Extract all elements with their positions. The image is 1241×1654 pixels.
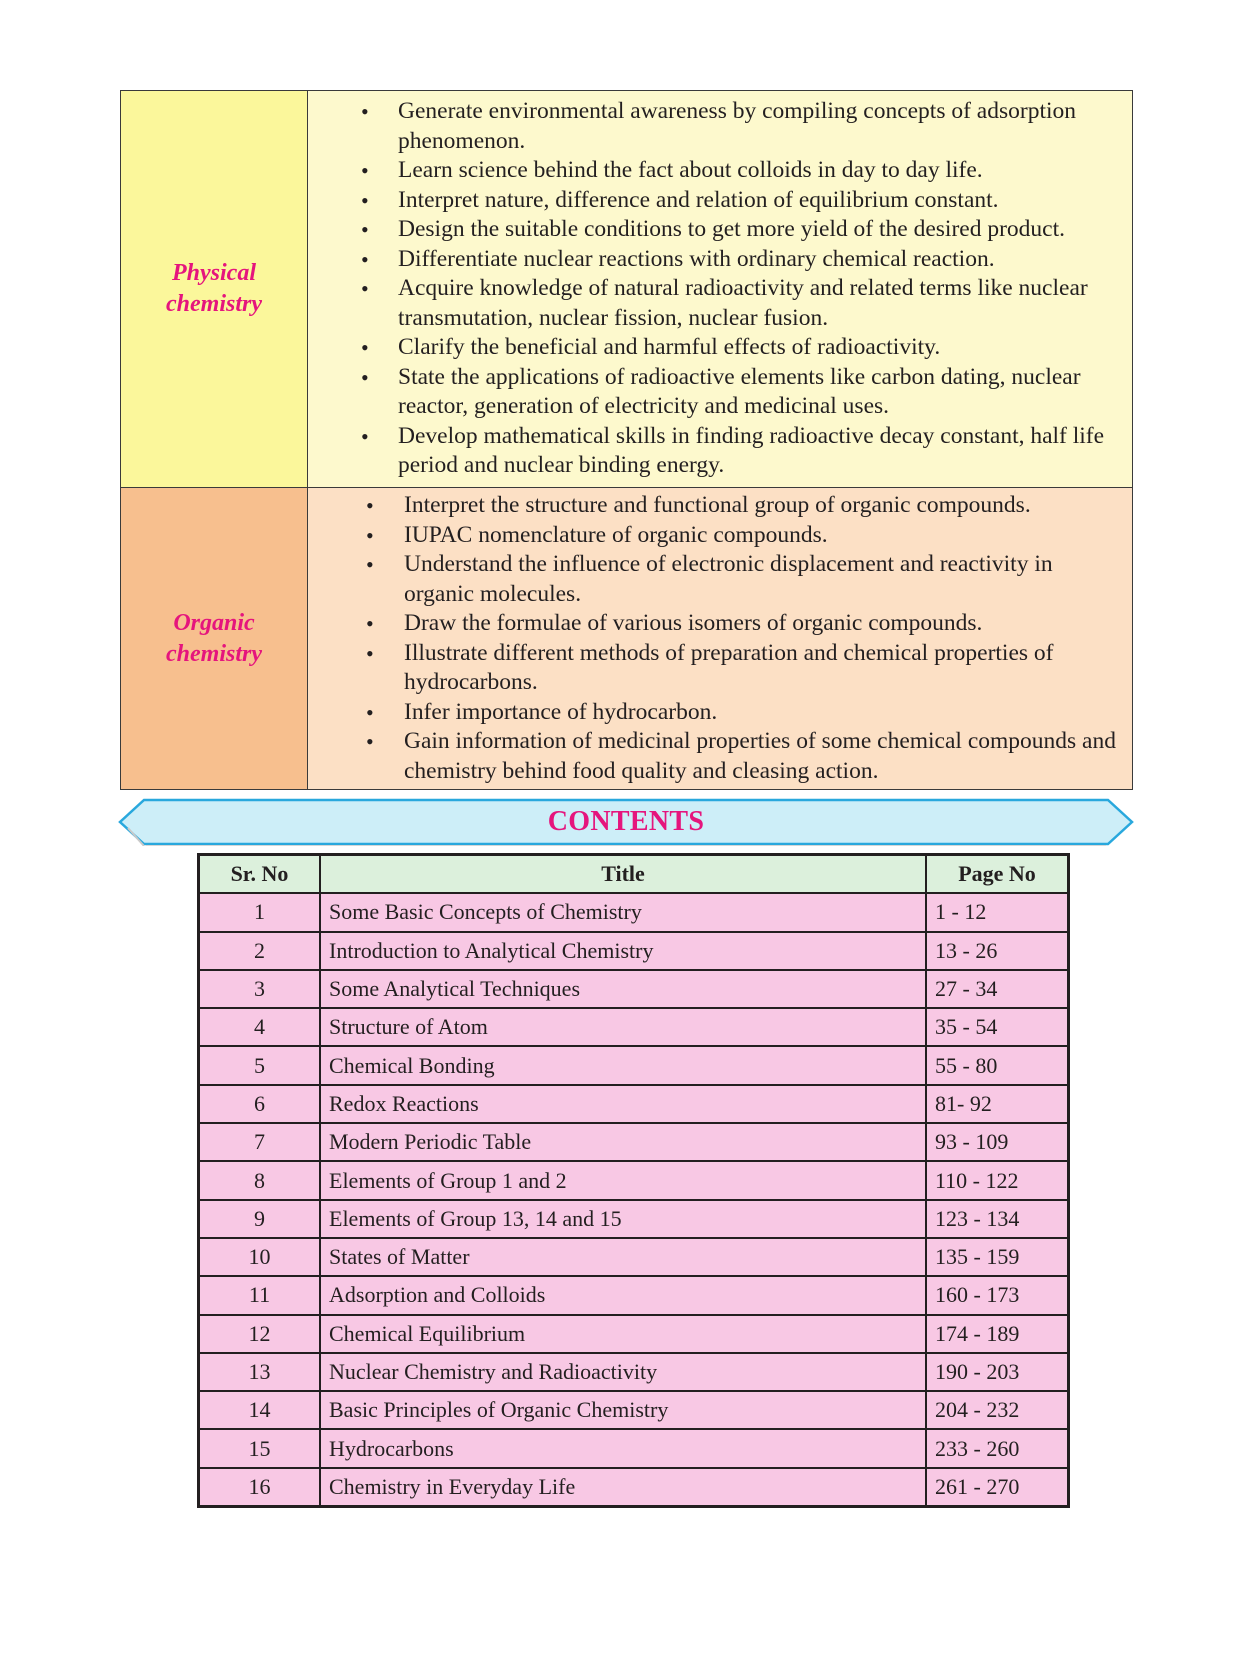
table-row: [199, 1429, 1069, 1467]
table-row: [199, 1123, 1069, 1161]
row-page-range: 110 - 122: [926, 1161, 1069, 1199]
bullet-icon: •: [361, 187, 369, 213]
objective-text: Acquire knowledge of natural radioactivity and related terms like nuclear transmutation, nuclear fission, nuclear fusion.: [398, 275, 1088, 331]
table-row: [199, 1238, 1069, 1276]
objective-text: State the applications of radioactive elements like carbon dating, nuclear reactor, generation of electricity and medicinal uses.: [398, 363, 1081, 420]
objective-item: [309, 491, 1121, 521]
header-sr-no: Sr. No: [199, 855, 321, 894]
objective-text: Learn science behind the fact about colloids in day to day life.: [398, 157, 983, 184]
objective-text: IUPAC nomenclature of organic compounds.: [404, 521, 828, 548]
organic-objectives-list: [309, 491, 1131, 786]
objective-text: Illustrate different methods of preparation and chemical properties of hydrocarbons.: [404, 639, 1054, 695]
row-page-range: 93 - 109: [926, 1123, 1069, 1161]
table-row: [199, 1161, 1069, 1199]
organic-chemistry-row: [121, 488, 1133, 790]
row-page-range: 27 - 34: [926, 970, 1069, 1008]
objective-text: Interpret the structure and functional group of organic compounds.: [404, 492, 1031, 518]
objective-item: [309, 639, 1121, 698]
bullet-icon: •: [361, 423, 369, 449]
table-row: [199, 1276, 1069, 1314]
objective-item: [309, 727, 1121, 786]
row-title: Some Basic Concepts of Chemistry: [320, 893, 926, 931]
row-title: Nuclear Chemistry and Radioactivity: [320, 1353, 926, 1391]
objective-text: Design the suitable conditions to get more yield of the desired product.: [398, 216, 1065, 243]
physical-chemistry-row: [121, 91, 1133, 488]
objective-text: Understand the influence of electronic displacement and reactivity in organic molecules.: [404, 551, 1053, 607]
objective-item: [309, 215, 1121, 245]
table-row: [199, 1468, 1069, 1507]
row-page-range: 190 - 203: [926, 1353, 1069, 1391]
row-page-range: 160 - 173: [926, 1276, 1069, 1314]
row-sr-no: 6: [199, 1085, 321, 1123]
objective-item: [309, 186, 1121, 216]
objective-text: Infer importance of hydrocarbon.: [404, 698, 718, 725]
row-sr-no: 7: [199, 1123, 321, 1161]
row-title: Adsorption and Colloids: [320, 1276, 926, 1314]
objective-text: Gain information of medicinal properties of some chemical compounds and chemistry behind food quality and cleasing action.: [404, 728, 1116, 784]
objective-item: [309, 97, 1121, 156]
objective-text: Differentiate nuclear reactions with ordinary chemical reaction.: [398, 245, 995, 272]
table-row: [199, 1046, 1069, 1084]
objective-item: [309, 333, 1121, 363]
row-sr-no: 11: [199, 1276, 321, 1314]
row-sr-no: 16: [199, 1468, 321, 1507]
row-sr-no: 13: [199, 1353, 321, 1391]
table-row: [199, 1391, 1069, 1429]
objective-item: [309, 698, 1121, 728]
objective-item: [309, 274, 1121, 333]
objective-item: [309, 245, 1121, 275]
row-sr-no: 3: [199, 970, 321, 1008]
row-title: Structure of Atom: [320, 1008, 926, 1046]
row-page-range: 261 - 270: [926, 1468, 1069, 1507]
table-row: [199, 1200, 1069, 1238]
row-title: Modern Periodic Table: [320, 1123, 926, 1161]
bullet-icon: •: [366, 611, 374, 636]
objective-text: Generate environmental awareness by compiling concepts of adsorption phenomenon.: [398, 98, 1077, 154]
bullet-icon: •: [361, 335, 369, 361]
table-row: [199, 932, 1069, 970]
row-title: Introduction to Analytical Chemistry: [320, 932, 926, 970]
row-page-range: 123 - 134: [926, 1200, 1069, 1238]
row-sr-no: 14: [199, 1391, 321, 1429]
row-page-range: 13 - 26: [926, 932, 1069, 970]
objective-text: Develop mathematical skills in finding radioactive decay constant, half life period and nuclear binding energy.: [398, 422, 1105, 479]
row-sr-no: 2: [199, 932, 321, 970]
contents-body: [199, 893, 1069, 1506]
bullet-icon: •: [366, 493, 374, 518]
table-row: [199, 1315, 1069, 1353]
row-sr-no: 4: [199, 1008, 321, 1046]
row-page-range: 204 - 232: [926, 1391, 1069, 1429]
row-title: Chemistry in Everyday Life: [320, 1468, 926, 1507]
row-title: Basic Principles of Organic Chemistry: [320, 1391, 926, 1429]
row-page-range: 55 - 80: [926, 1046, 1069, 1084]
physical-objectives-list: [309, 97, 1131, 481]
row-sr-no: 10: [199, 1238, 321, 1276]
objective-item: [309, 609, 1121, 639]
objectives-table: [120, 90, 1133, 790]
header-title: Title: [320, 855, 926, 894]
objective-text: Clarify the beneficial and harmful effects of radioactivity.: [398, 334, 941, 361]
bullet-icon: •: [361, 246, 369, 272]
table-row: [199, 1353, 1069, 1391]
row-sr-no: 12: [199, 1315, 321, 1353]
contents-header-row: [199, 855, 1069, 894]
row-sr-no: 1: [199, 893, 321, 931]
row-page-range: 81- 92: [926, 1085, 1069, 1123]
bullet-icon: •: [366, 640, 374, 666]
contents-heading: CONTENTS: [547, 806, 705, 837]
objective-text: Interpret nature, difference and relation of equilibrium constant.: [398, 186, 999, 213]
table-row: [199, 970, 1069, 1008]
bullet-icon: •: [366, 552, 374, 577]
row-page-range: 174 - 189: [926, 1315, 1069, 1353]
bullet-icon: •: [366, 522, 374, 548]
objective-item: [309, 550, 1121, 609]
row-title: Elements of Group 13, 14 and 15: [320, 1200, 926, 1238]
row-title: States of Matter: [320, 1238, 926, 1276]
objective-text: Draw the formulae of various isomers of organic compounds.: [404, 610, 983, 636]
table-row: [199, 1008, 1069, 1046]
bullet-icon: •: [361, 99, 369, 125]
row-page-range: 233 - 260: [926, 1429, 1069, 1467]
row-page-range: 135 - 159: [926, 1238, 1069, 1276]
row-sr-no: 8: [199, 1161, 321, 1199]
physical-chemistry-label: Physical chemistry: [121, 91, 308, 488]
bullet-icon: •: [361, 276, 369, 302]
objective-item: [309, 363, 1121, 422]
contents-table: [197, 853, 1070, 1508]
bullet-icon: •: [366, 729, 374, 754]
contents-banner: [118, 798, 1134, 846]
row-sr-no: 9: [199, 1200, 321, 1238]
table-row: [199, 1085, 1069, 1123]
row-sr-no: 15: [199, 1429, 321, 1467]
row-title: Chemical Bonding: [320, 1046, 926, 1084]
organic-chemistry-label: Organic chemistry: [121, 488, 308, 790]
row-title: Hydrocarbons: [320, 1429, 926, 1467]
row-sr-no: 5: [199, 1046, 321, 1084]
objective-item: [309, 156, 1121, 186]
physical-chemistry-objectives: [308, 91, 1133, 488]
row-title: Redox Reactions: [320, 1085, 926, 1123]
row-title: Chemical Equilibrium: [320, 1315, 926, 1353]
row-page-range: 1 - 12: [926, 893, 1069, 931]
row-title: Elements of Group 1 and 2: [320, 1161, 926, 1199]
objective-item: [309, 422, 1121, 481]
organic-chemistry-objectives: [308, 488, 1133, 790]
bullet-icon: •: [366, 699, 374, 725]
objective-item: [309, 521, 1121, 551]
bullet-icon: •: [361, 364, 369, 390]
row-title: Some Analytical Techniques: [320, 970, 926, 1008]
row-page-range: 35 - 54: [926, 1008, 1069, 1046]
bullet-icon: •: [361, 158, 369, 184]
table-row: [199, 893, 1069, 931]
bullet-icon: •: [361, 217, 369, 243]
header-page-no: Page No: [926, 855, 1069, 894]
